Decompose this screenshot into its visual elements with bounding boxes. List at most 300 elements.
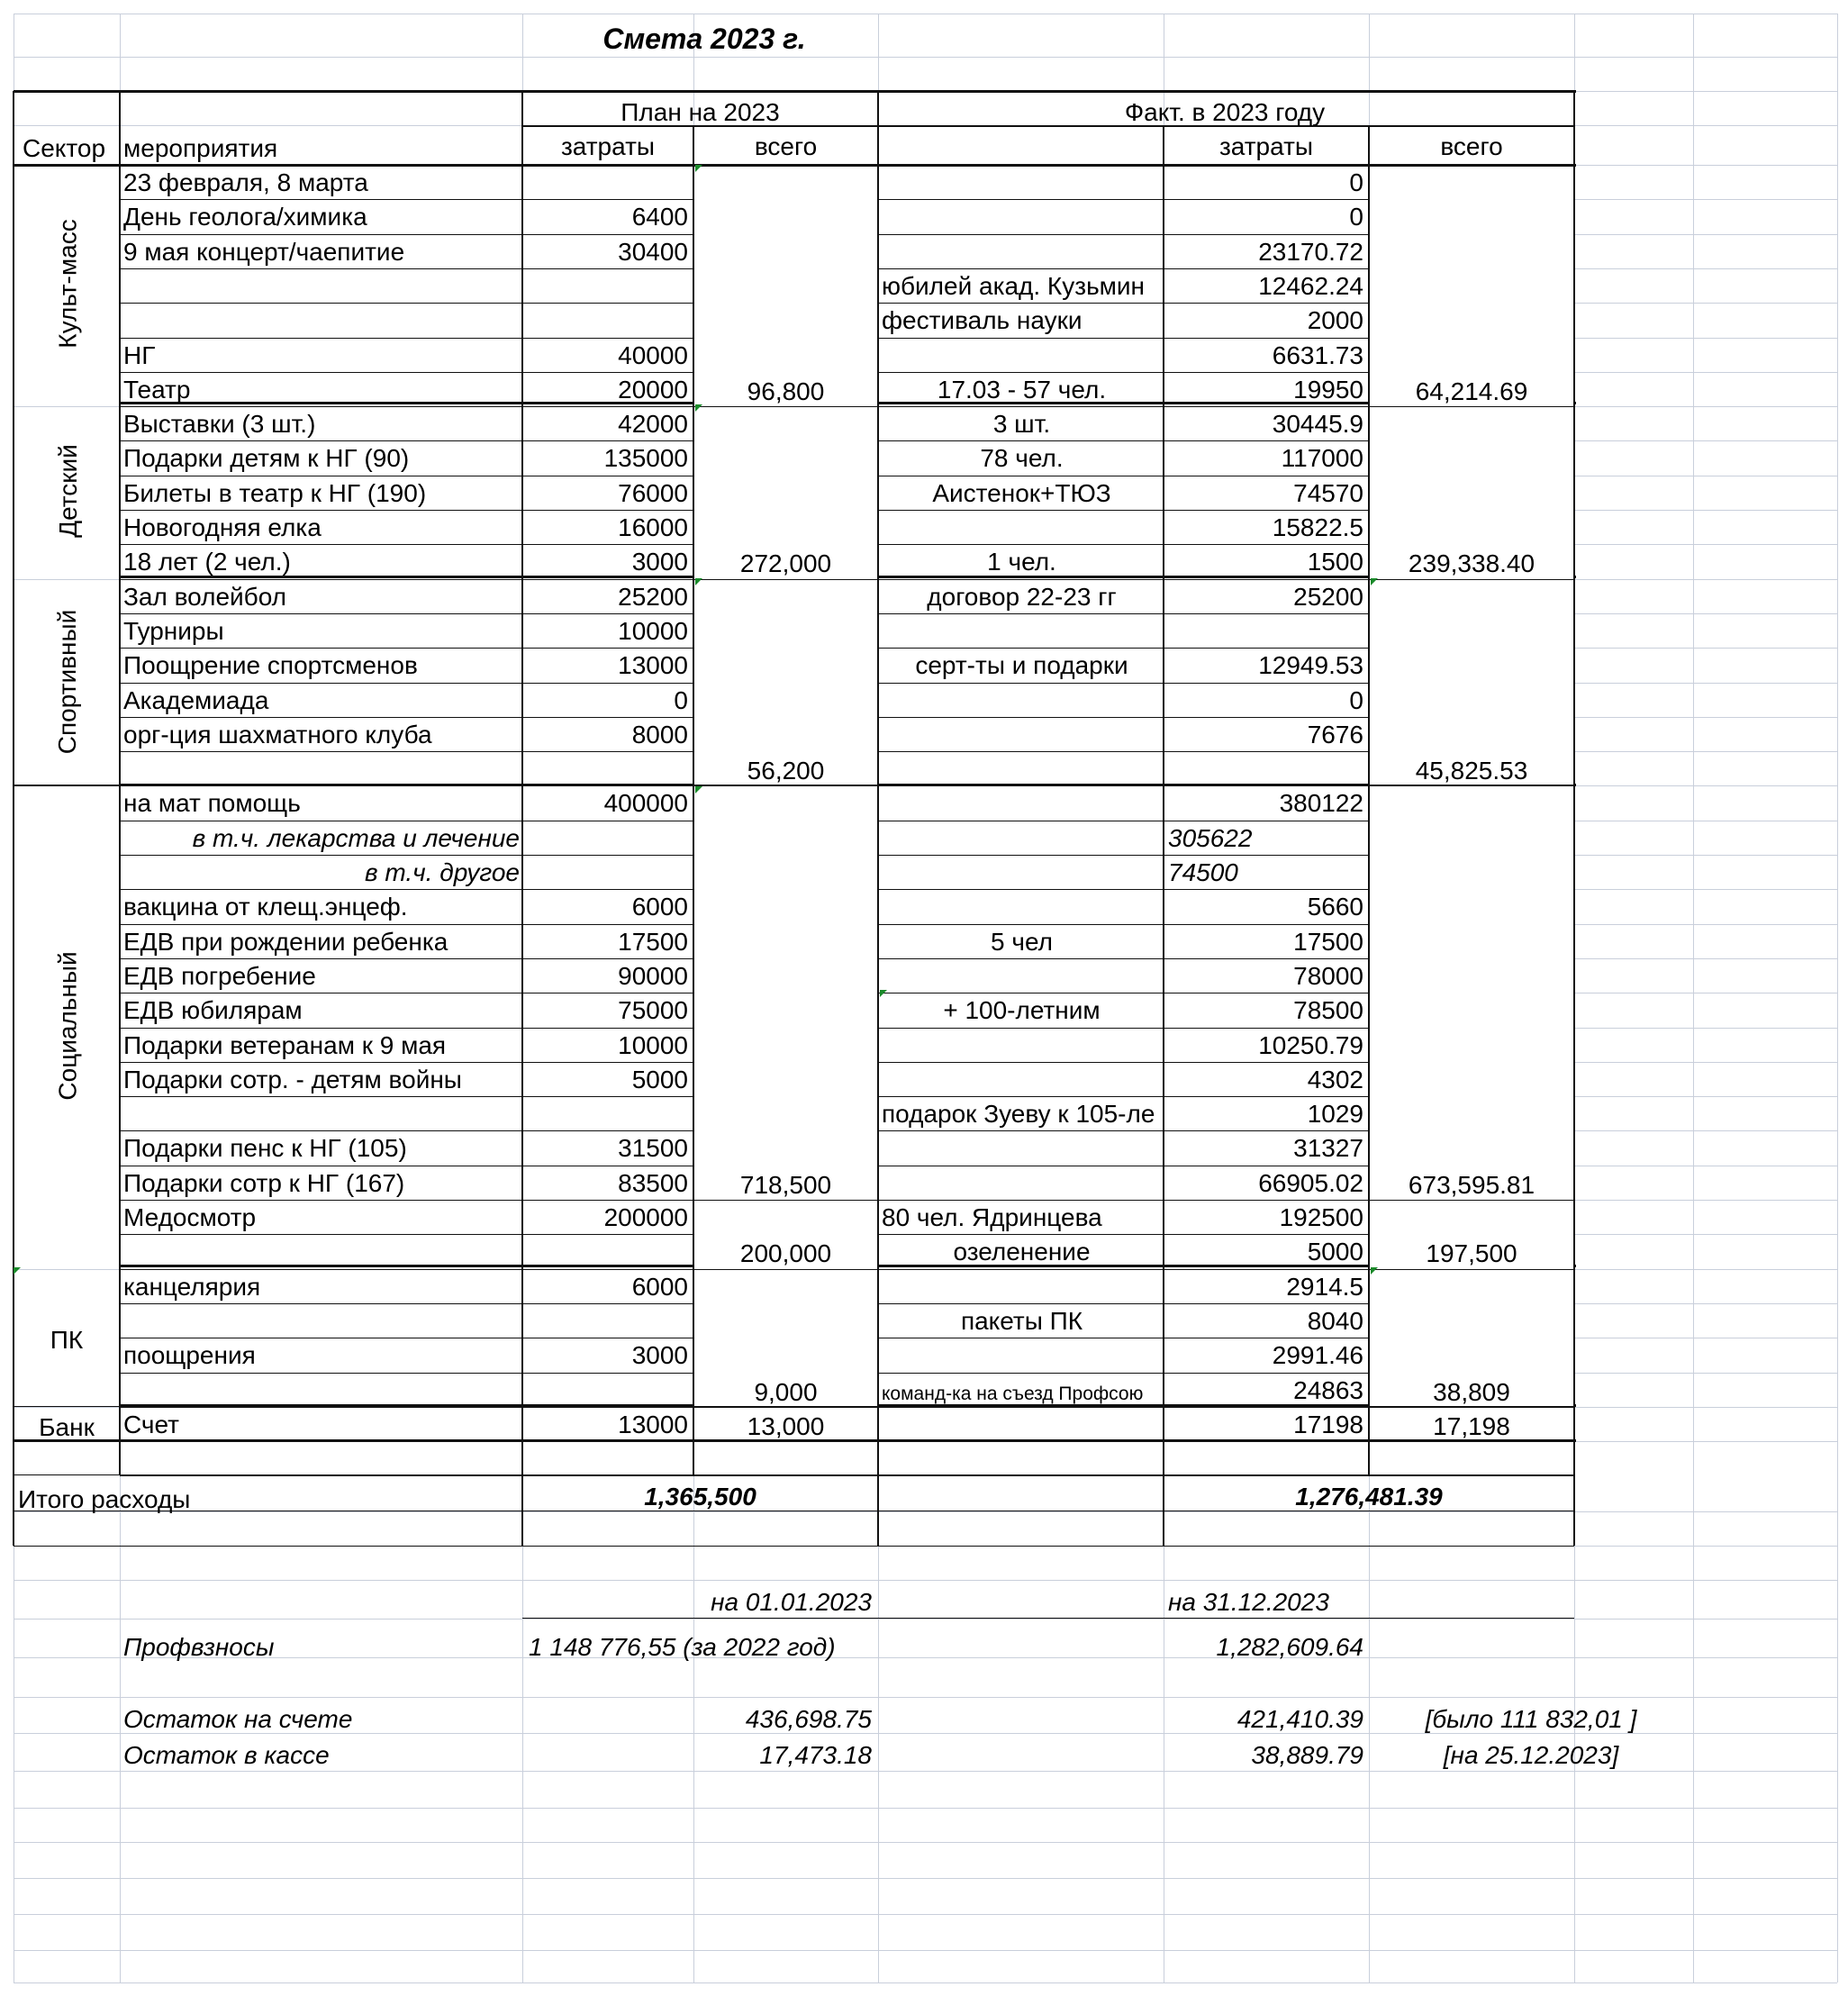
fact-cost: 0	[1349, 686, 1363, 714]
table-row	[0, 927, 1848, 957]
table-row	[0, 1030, 1848, 1061]
cash-end: 38,889.79	[1251, 1741, 1363, 1769]
fact-cost: 380122	[1279, 789, 1363, 817]
fact-note	[882, 202, 1162, 232]
fact-total	[1369, 1135, 1574, 1166]
border-line	[14, 90, 1576, 93]
fact-total	[1369, 1066, 1574, 1097]
header-plan: План на 2023	[621, 98, 780, 126]
fact-note	[882, 1410, 1162, 1440]
border-line	[522, 1618, 1574, 1619]
plan-total	[693, 1101, 878, 1131]
header-sector: Сектор	[23, 134, 106, 162]
table-row	[0, 788, 1848, 819]
table-row	[0, 582, 1848, 612]
fact-note	[882, 513, 1162, 543]
fact-total	[1369, 204, 1574, 234]
fact-total	[1369, 480, 1574, 511]
sector-label: Детский	[53, 443, 82, 538]
event-name: Подарки сотр. - детям войны	[123, 1066, 462, 1093]
plan-total	[693, 204, 878, 234]
table-row	[0, 1065, 1848, 1095]
plan-cost	[522, 1099, 688, 1130]
plan-cost: 83500	[618, 1169, 688, 1197]
event-name: День геолога/химика	[123, 203, 367, 231]
plan-cost: 10000	[618, 617, 688, 645]
fact-note	[882, 168, 1162, 198]
border-line	[120, 1269, 1574, 1270]
event-name: Выставки (3 шт.)	[123, 410, 316, 438]
plan-total	[693, 169, 878, 200]
fact-total	[1369, 1204, 1574, 1235]
plan-cost: 10000	[618, 1031, 688, 1059]
event-name	[123, 1306, 520, 1337]
border-line	[120, 1475, 1574, 1476]
plan-cost: 75000	[618, 996, 688, 1024]
dues-start: 1 148 776,55 (за 2022 год)	[529, 1633, 836, 1661]
plan-total	[693, 584, 878, 614]
fact-total: 673,595.81	[1408, 1171, 1535, 1199]
fact-cost	[1164, 616, 1363, 647]
event-name: Театр	[123, 376, 191, 404]
fact-cost: 2000	[1307, 306, 1363, 334]
plan-cost: 76000	[618, 479, 688, 507]
fact-note	[882, 1340, 1162, 1371]
plan-total	[693, 239, 878, 269]
plan-total	[693, 997, 878, 1028]
header-fact: Факт. в 2023 году	[1124, 98, 1326, 126]
sheet-title: Смета 2023 г.	[602, 23, 806, 54]
grid-line	[14, 57, 1837, 58]
plan-total	[693, 1308, 878, 1338]
fact-total	[1369, 687, 1574, 718]
grid-line	[14, 1982, 1837, 1983]
fact-cost: 17500	[1293, 928, 1363, 956]
fact-total	[1369, 618, 1574, 649]
plan-total	[693, 411, 878, 441]
summary-date-start: на 01.01.2023	[711, 1588, 872, 1616]
plan-cost: 90000	[618, 962, 688, 990]
plan-cost: 3000	[631, 548, 688, 576]
event-name: Билеты в театр к НГ (190)	[123, 479, 427, 507]
table-row	[0, 754, 1848, 785]
sector-label: ПК	[50, 1326, 84, 1354]
header-fact-total: всего	[1440, 132, 1503, 160]
fact-cost: 25200	[1293, 583, 1363, 611]
event-name: Турниры	[123, 617, 224, 645]
fact-cost: 12462.24	[1258, 272, 1363, 300]
table-row	[0, 1410, 1848, 1440]
fact-cost: 31327	[1293, 1134, 1363, 1162]
fact-cost: 4302	[1307, 1066, 1363, 1093]
table-row	[0, 1099, 1848, 1130]
table-row	[0, 1340, 1848, 1371]
fact-cost: 5660	[1307, 893, 1363, 921]
fact-cost: 7676	[1307, 721, 1363, 748]
fact-note	[882, 1168, 1162, 1199]
dues-label: Профвзносы	[123, 1633, 275, 1661]
plan-total	[693, 480, 878, 511]
summary-date-end: на 31.12.2023	[1168, 1588, 1329, 1616]
plan-cost: 6000	[631, 1273, 688, 1301]
table-row	[0, 1272, 1848, 1302]
event-name: в т.ч. лекарства и лечение	[192, 824, 520, 852]
event-name: вакцина от клещ.энцеф.	[123, 893, 408, 921]
plan-cost: 135000	[603, 444, 688, 472]
event-name	[123, 1237, 520, 1267]
fact-note: + 100-летним	[943, 996, 1101, 1024]
fact-total	[1369, 929, 1574, 959]
fact-cost: 12949.53	[1258, 651, 1363, 679]
table-row	[0, 1168, 1848, 1199]
account-end: 421,410.39	[1237, 1705, 1363, 1733]
account-label: Остаток на счете	[123, 1705, 353, 1733]
plan-total	[693, 963, 878, 993]
fact-total: 197,500	[1426, 1239, 1517, 1267]
cash-note: [на 25.12.2023]	[1443, 1741, 1619, 1769]
fact-note: фестиваль науки	[882, 306, 1083, 334]
event-name: Медосмотр	[123, 1203, 257, 1231]
plan-total	[693, 790, 878, 821]
plan-total	[693, 618, 878, 649]
plan-total	[693, 1135, 878, 1166]
fact-note	[882, 1030, 1162, 1061]
fact-note: команд-ка на съезд Профсою	[882, 1384, 1144, 1404]
fact-note	[882, 720, 1162, 750]
plan-total	[693, 342, 878, 373]
plan-total: 96,800	[747, 377, 825, 405]
plan-total: 718,500	[739, 1171, 832, 1199]
plan-cost: 6000	[631, 893, 688, 921]
grid-line	[14, 1808, 1837, 1809]
fact-total	[1369, 307, 1574, 338]
plan-cost	[522, 823, 688, 854]
table-row	[0, 995, 1848, 1026]
grid-line	[14, 1950, 1837, 1951]
plan-total	[693, 273, 878, 304]
plan-total	[693, 445, 878, 476]
plan-cost: 31500	[618, 1134, 688, 1162]
fact-cost: 305622	[1168, 824, 1253, 852]
header-plan-cost: затраты	[560, 132, 656, 160]
table-row	[0, 1237, 1848, 1267]
event-name: ЕДВ при рождении ребенка	[123, 928, 448, 956]
event-name: Счет	[123, 1411, 179, 1438]
event-name: ЕДВ погребение	[123, 962, 316, 990]
plan-total	[693, 859, 878, 890]
fact-note	[882, 1065, 1162, 1095]
fact-note	[882, 237, 1162, 268]
fact-note: 5 чел	[991, 928, 1053, 956]
fact-total	[1369, 963, 1574, 993]
fact-note	[882, 340, 1162, 371]
plan-cost: 8000	[631, 721, 688, 748]
fact-total	[1369, 790, 1574, 821]
fact-cost: 1500	[1307, 548, 1363, 576]
fact-total	[1369, 894, 1574, 924]
plan-cost: 30400	[618, 238, 688, 266]
fact-total	[1369, 1032, 1574, 1063]
plan-total	[693, 307, 878, 338]
plan-total	[693, 1032, 878, 1063]
plan-cost: 6400	[631, 203, 688, 231]
cash-start: 17,473.18	[759, 1741, 872, 1769]
event-name: на мат помощь	[123, 789, 301, 817]
fact-note: 3 шт.	[992, 410, 1051, 438]
table-row	[0, 685, 1848, 716]
plan-cost: 5000	[631, 1066, 688, 1093]
plan-cost	[522, 857, 688, 888]
event-name: Академиада	[123, 686, 269, 714]
event-name: Подарки ветеранам к 9 мая	[123, 1031, 447, 1059]
fact-cost: 1029	[1307, 1100, 1363, 1128]
fact-note	[882, 1133, 1162, 1164]
table-row	[0, 168, 1848, 198]
fact-cost: 78000	[1293, 962, 1363, 990]
table-row	[0, 1202, 1848, 1233]
dues-end: 1,282,609.64	[1216, 1633, 1363, 1661]
event-name: 23 февраля, 8 марта	[123, 168, 368, 196]
fact-total	[1369, 825, 1574, 856]
fact-total	[1369, 1308, 1574, 1338]
plan-cost	[522, 271, 688, 302]
table-row	[0, 1306, 1848, 1337]
grid-line	[14, 1914, 1837, 1915]
fact-cost: 117000	[1281, 444, 1363, 472]
plan-total	[693, 1342, 878, 1373]
fact-note: 17.03 - 57 чел.	[937, 376, 1107, 404]
fact-cost: 19950	[1293, 376, 1363, 404]
fact-note	[882, 754, 1162, 785]
totals-label: Итого расходы	[18, 1485, 191, 1513]
sector-label: Спортивный	[53, 609, 82, 754]
plan-cost: 25200	[618, 583, 688, 611]
fact-cost: 10250.79	[1258, 1031, 1363, 1059]
table-row	[0, 237, 1848, 268]
fact-cost: 24863	[1293, 1376, 1363, 1404]
plan-cost	[522, 1306, 688, 1337]
event-name: НГ	[123, 341, 156, 369]
plan-total	[693, 894, 878, 924]
fact-note: 1 чел.	[987, 548, 1056, 576]
fact-note: договор 22-23 гг	[927, 583, 1117, 611]
table-row	[0, 892, 1848, 922]
border-line	[120, 579, 1574, 580]
plan-total	[693, 687, 878, 718]
event-name: поощрения	[123, 1341, 256, 1369]
plan-total	[693, 1066, 878, 1097]
fact-cost: 192500	[1279, 1203, 1363, 1231]
sector-label: Банк	[39, 1413, 95, 1441]
fact-note	[882, 788, 1162, 819]
event-name: ЕДВ юбилярам	[123, 996, 303, 1024]
header-event: мероприятия	[123, 134, 278, 162]
header-plan-total: всего	[754, 132, 818, 160]
table-row	[0, 513, 1848, 543]
fact-note	[882, 961, 1162, 992]
table-row	[0, 375, 1848, 405]
totals-plan: 1,365,500	[644, 1483, 756, 1511]
plan-cost	[522, 168, 688, 198]
plan-total: 272,000	[739, 549, 832, 577]
plan-cost: 40000	[618, 341, 688, 369]
sector-label: Социальный	[53, 951, 82, 1101]
table-row	[0, 409, 1848, 440]
fact-note: Аистенок+ТЮЗ	[932, 479, 1111, 507]
table-row	[0, 1133, 1848, 1164]
fact-total	[1369, 721, 1574, 752]
event-name	[123, 754, 520, 785]
sector-label: Культ-масс	[53, 219, 82, 349]
fact-total: 239,338.40	[1408, 549, 1535, 577]
plan-total	[693, 929, 878, 959]
event-name: 9 мая концерт/чаепитие	[123, 238, 405, 266]
event-name: Зал волейбол	[123, 583, 287, 611]
account-start: 436,698.75	[745, 1705, 872, 1733]
fact-total	[1369, 514, 1574, 545]
fact-note	[882, 857, 1162, 888]
event-name	[123, 305, 520, 336]
fact-total	[1369, 239, 1574, 269]
table-row	[0, 271, 1848, 302]
fact-total	[1369, 445, 1574, 476]
plan-total	[693, 721, 878, 752]
grid-line	[14, 1580, 1837, 1581]
fact-total	[1369, 342, 1574, 373]
fact-total	[1369, 411, 1574, 441]
event-name	[123, 1099, 520, 1130]
plan-total: 200,000	[739, 1239, 832, 1267]
table-row	[0, 961, 1848, 992]
border-line	[14, 1546, 1574, 1547]
grid-line	[14, 1878, 1837, 1879]
fact-note: озеленение	[953, 1238, 1091, 1266]
event-name: 18 лет (2 чел.)	[123, 548, 291, 576]
event-name	[123, 271, 520, 302]
plan-cost: 42000	[618, 410, 688, 438]
fact-note: юбилей акад. Кузьмин	[882, 272, 1146, 300]
fact-total	[1369, 1101, 1574, 1131]
plan-total	[693, 514, 878, 545]
fact-cost: 78500	[1293, 996, 1363, 1024]
table-row	[0, 650, 1848, 681]
table-row	[0, 823, 1848, 854]
fact-cost: 8040	[1307, 1307, 1363, 1335]
plan-total: 9,000	[754, 1378, 818, 1406]
plan-cost: 0	[674, 686, 688, 714]
event-name: Подарки детям к НГ (90)	[123, 444, 410, 472]
event-name: Поощрение спортсменов	[123, 651, 418, 679]
fact-cost: 17198	[1293, 1411, 1363, 1438]
border-line	[14, 1474, 1574, 1475]
fact-total: 38,809	[1433, 1378, 1510, 1406]
table-row	[0, 478, 1848, 509]
event-name: Новогодняя елка	[123, 513, 322, 541]
fact-total: 64,214.69	[1415, 377, 1528, 405]
table-row	[0, 547, 1848, 577]
event-name: Подарки пенс к НГ (105)	[123, 1134, 407, 1162]
fact-note	[882, 616, 1162, 647]
plan-total	[693, 1274, 878, 1304]
fact-cost: 5000	[1307, 1238, 1363, 1266]
account-note: [было 111 832,01 ]	[1425, 1705, 1637, 1733]
fact-cost: 2914.5	[1286, 1273, 1363, 1301]
plan-total	[693, 825, 878, 856]
plan-cost: 13000	[618, 651, 688, 679]
event-name: орг-ция шахматного клуба	[123, 721, 432, 748]
plan-total	[693, 652, 878, 683]
plan-cost	[522, 754, 688, 785]
fact-total	[1369, 997, 1574, 1028]
fact-cost: 2991.46	[1272, 1341, 1363, 1369]
event-name: в т.ч. другое	[365, 858, 520, 886]
grid-line	[14, 1842, 1837, 1843]
plan-cost: 200000	[603, 1203, 688, 1231]
table-row	[0, 340, 1848, 371]
plan-total: 56,200	[747, 757, 825, 785]
fact-total	[1369, 652, 1574, 683]
fact-cost: 0	[1349, 168, 1363, 196]
fact-total: 45,825.53	[1415, 757, 1528, 785]
cash-label: Остаток в кассе	[123, 1741, 330, 1769]
fact-cost: 15822.5	[1272, 513, 1363, 541]
fact-total	[1369, 859, 1574, 890]
fact-total	[1369, 584, 1574, 614]
plan-cost: 20000	[618, 376, 688, 404]
fact-cost: 74500	[1168, 858, 1238, 886]
grid-line	[14, 1697, 1837, 1698]
fact-total: 17,198	[1433, 1412, 1510, 1440]
totals-fact: 1,276,481.39	[1295, 1483, 1443, 1511]
fact-note: 78 чел.	[980, 444, 1064, 472]
table-row	[0, 720, 1848, 750]
event-name: Подарки сотр к НГ (167)	[123, 1169, 405, 1197]
table-row	[0, 202, 1848, 232]
table-row	[0, 616, 1848, 647]
fact-note	[882, 892, 1162, 922]
plan-cost: 400000	[603, 789, 688, 817]
table-row	[0, 443, 1848, 474]
fact-note	[882, 1272, 1162, 1302]
table-row	[0, 1375, 1848, 1406]
fact-note: 80 чел. Ядринцева	[882, 1203, 1102, 1231]
fact-cost	[1164, 754, 1363, 785]
plan-cost	[522, 1375, 688, 1406]
fact-cost: 23170.72	[1258, 238, 1363, 266]
fact-note	[882, 685, 1162, 716]
fact-cost: 74570	[1293, 479, 1363, 507]
event-name	[123, 1375, 520, 1406]
fact-total	[1369, 169, 1574, 200]
plan-cost: 16000	[618, 513, 688, 541]
fact-note: подарок Зуеву к 105-ле	[882, 1100, 1155, 1128]
plan-cost	[522, 1237, 688, 1267]
event-name: канцелярия	[123, 1273, 261, 1301]
fact-cost: 0	[1349, 203, 1363, 231]
table-row	[0, 857, 1848, 888]
plan-cost	[522, 305, 688, 336]
table-row	[0, 305, 1848, 336]
fact-cost: 6631.73	[1272, 341, 1363, 369]
fact-note: серт-ты и подарки	[915, 651, 1128, 679]
plan-cost: 3000	[631, 1341, 688, 1369]
plan-cost: 17500	[618, 928, 688, 956]
plan-cost: 13000	[618, 1411, 688, 1438]
plan-total: 13,000	[747, 1412, 825, 1440]
fact-note	[882, 823, 1162, 854]
fact-total	[1369, 1342, 1574, 1373]
fact-cost: 30445.9	[1272, 410, 1363, 438]
